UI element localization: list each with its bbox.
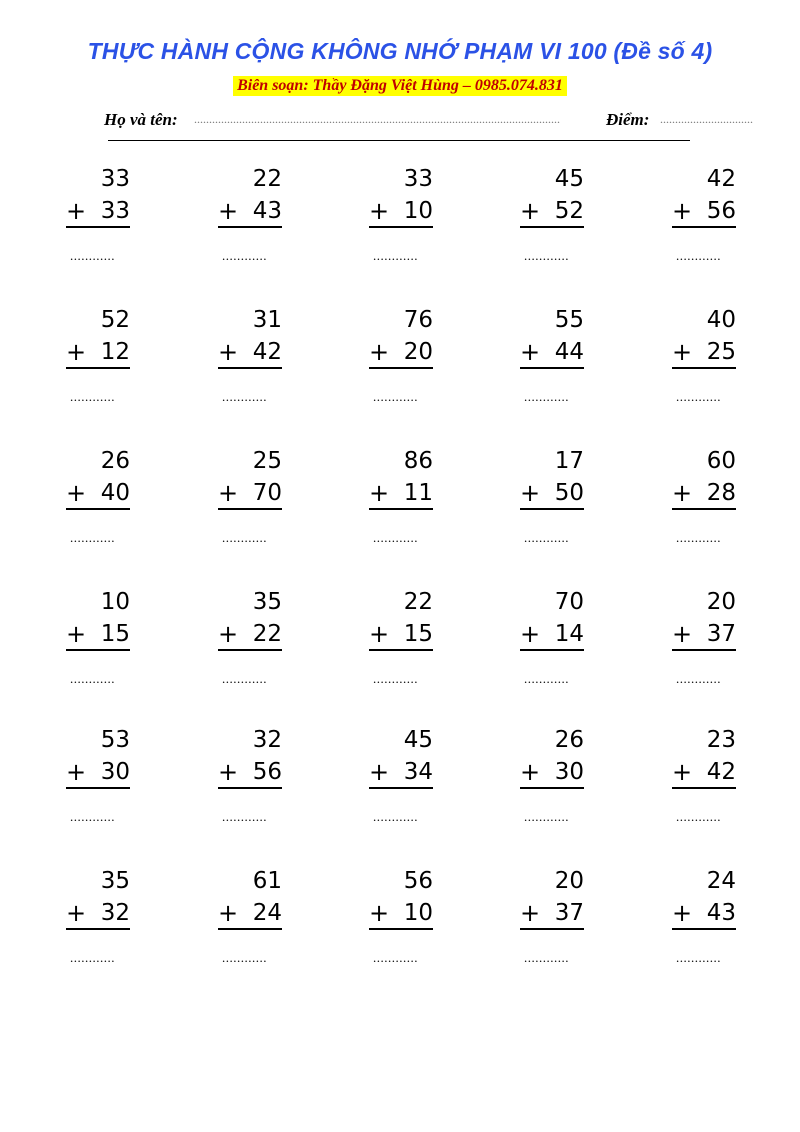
plus-sign: +	[520, 758, 541, 786]
addition-problem	[66, 166, 140, 276]
second-addend: 34	[403, 759, 433, 785]
first-addend: 23	[706, 727, 736, 753]
second-addend: 52	[554, 198, 584, 224]
addition-problem	[66, 727, 140, 837]
answer-blank[interactable]: ............	[524, 389, 569, 404]
addition-problem	[520, 448, 594, 558]
first-addend: 53	[100, 727, 130, 753]
first-addend: 40	[706, 307, 736, 333]
first-addend: 26	[554, 727, 584, 753]
first-addend: 17	[554, 448, 584, 474]
addition-problem	[66, 589, 140, 699]
answer-blank[interactable]: ............	[676, 530, 721, 545]
plus-sign: +	[672, 899, 693, 927]
second-addend: 22	[252, 621, 282, 647]
plus-sign: +	[672, 479, 693, 507]
answer-blank[interactable]: ............	[70, 809, 115, 824]
sum-rule	[672, 649, 736, 651]
sum-rule	[218, 649, 282, 651]
addition-problem	[66, 868, 140, 978]
sum-rule	[66, 367, 130, 369]
author-credit: Biên soạn: Thầy Đặng Việt Hùng – 0985.074.831	[233, 76, 567, 96]
plus-sign: +	[218, 479, 239, 507]
sum-rule	[218, 226, 282, 228]
plus-sign: +	[520, 899, 541, 927]
second-addend: 43	[252, 198, 282, 224]
answer-blank[interactable]: ............	[373, 950, 418, 965]
second-addend: 14	[554, 621, 584, 647]
sum-rule	[672, 928, 736, 930]
answer-blank[interactable]: ............	[70, 950, 115, 965]
first-addend: 33	[100, 166, 130, 192]
plus-sign: +	[66, 338, 87, 366]
plus-sign: +	[520, 479, 541, 507]
plus-sign: +	[369, 338, 390, 366]
answer-blank[interactable]: ............	[524, 809, 569, 824]
answer-blank[interactable]: ............	[676, 950, 721, 965]
first-addend: 33	[403, 166, 433, 192]
answer-blank[interactable]: ............	[70, 530, 115, 545]
sum-rule	[520, 508, 584, 510]
answer-blank[interactable]: ............	[524, 530, 569, 545]
answer-blank[interactable]: ............	[373, 809, 418, 824]
plus-sign: +	[672, 338, 693, 366]
sum-rule	[672, 508, 736, 510]
answer-blank[interactable]: ............	[222, 389, 267, 404]
addition-problem	[369, 727, 443, 837]
sum-rule	[369, 928, 433, 930]
first-addend: 45	[403, 727, 433, 753]
first-addend: 35	[252, 589, 282, 615]
name-field[interactable]: ..........................................................................................................................	[194, 112, 560, 126]
answer-blank[interactable]: ............	[524, 671, 569, 686]
addition-problem	[218, 448, 292, 558]
sum-rule	[66, 787, 130, 789]
answer-blank[interactable]: ............	[70, 671, 115, 686]
second-addend: 12	[100, 339, 130, 365]
plus-sign: +	[369, 758, 390, 786]
plus-sign: +	[520, 338, 541, 366]
plus-sign: +	[520, 197, 541, 225]
second-addend: 10	[403, 198, 433, 224]
plus-sign: +	[672, 758, 693, 786]
second-addend: 11	[403, 480, 433, 506]
plus-sign: +	[66, 479, 87, 507]
answer-blank[interactable]: ............	[373, 530, 418, 545]
plus-sign: +	[369, 899, 390, 927]
addition-problem	[369, 868, 443, 978]
second-addend: 56	[706, 198, 736, 224]
addition-problem	[520, 589, 594, 699]
first-addend: 42	[706, 166, 736, 192]
header-divider	[108, 140, 690, 141]
answer-blank[interactable]: ............	[222, 248, 267, 263]
sum-rule	[66, 649, 130, 651]
second-addend: 43	[706, 900, 736, 926]
addition-problem	[369, 307, 443, 417]
answer-blank[interactable]: ............	[222, 530, 267, 545]
addition-problem	[218, 589, 292, 699]
addition-problem	[520, 868, 594, 978]
second-addend: 33	[100, 198, 130, 224]
plus-sign: +	[218, 620, 239, 648]
answer-blank[interactable]: ............	[222, 950, 267, 965]
addition-problem	[672, 727, 746, 837]
first-addend: 26	[100, 448, 130, 474]
name-label: Họ và tên:	[104, 110, 178, 129]
addition-problem	[218, 307, 292, 417]
first-addend: 52	[100, 307, 130, 333]
sum-rule	[369, 226, 433, 228]
plus-sign: +	[672, 197, 693, 225]
answer-blank[interactable]: ............	[524, 248, 569, 263]
plus-sign: +	[369, 620, 390, 648]
addition-problem	[672, 868, 746, 978]
first-addend: 55	[554, 307, 584, 333]
first-addend: 20	[554, 868, 584, 894]
plus-sign: +	[66, 197, 87, 225]
sum-rule	[218, 787, 282, 789]
sum-rule	[218, 928, 282, 930]
second-addend: 10	[403, 900, 433, 926]
addition-problem	[218, 727, 292, 837]
sum-rule	[672, 367, 736, 369]
addition-problem	[66, 307, 140, 417]
first-addend: 31	[252, 307, 282, 333]
answer-blank[interactable]: ............	[676, 389, 721, 404]
answer-blank[interactable]: ............	[676, 671, 721, 686]
first-addend: 60	[706, 448, 736, 474]
first-addend: 61	[252, 868, 282, 894]
second-addend: 25	[706, 339, 736, 365]
plus-sign: +	[66, 620, 87, 648]
second-addend: 42	[252, 339, 282, 365]
answer-blank[interactable]: ............	[222, 809, 267, 824]
addition-problem	[218, 868, 292, 978]
sum-rule	[66, 226, 130, 228]
first-addend: 24	[706, 868, 736, 894]
first-addend: 70	[554, 589, 584, 615]
plus-sign: +	[369, 479, 390, 507]
addition-problem	[66, 448, 140, 558]
plus-sign: +	[520, 620, 541, 648]
second-addend: 40	[100, 480, 130, 506]
second-addend: 24	[252, 900, 282, 926]
plus-sign: +	[66, 899, 87, 927]
first-addend: 22	[252, 166, 282, 192]
first-addend: 10	[100, 589, 130, 615]
addition-problem	[520, 727, 594, 837]
answer-blank[interactable]: ............	[373, 248, 418, 263]
plus-sign: +	[66, 758, 87, 786]
sum-rule	[218, 367, 282, 369]
second-addend: 30	[554, 759, 584, 785]
second-addend: 56	[252, 759, 282, 785]
first-addend: 45	[554, 166, 584, 192]
addition-problem	[672, 589, 746, 699]
addition-problem	[369, 166, 443, 276]
second-addend: 28	[706, 480, 736, 506]
sum-rule	[520, 787, 584, 789]
sum-rule	[66, 928, 130, 930]
first-addend: 25	[252, 448, 282, 474]
sum-rule	[369, 649, 433, 651]
sum-rule	[218, 508, 282, 510]
plus-sign: +	[218, 338, 239, 366]
answer-blank[interactable]: ............	[524, 950, 569, 965]
answer-blank[interactable]: ............	[676, 809, 721, 824]
addition-problem	[520, 307, 594, 417]
author-line	[0, 76, 800, 96]
sum-rule	[520, 928, 584, 930]
answer-blank[interactable]: ............	[70, 248, 115, 263]
sum-rule	[520, 649, 584, 651]
score-label: Điểm:	[606, 110, 650, 129]
sum-rule	[369, 508, 433, 510]
plus-sign: +	[218, 758, 239, 786]
addition-problem	[520, 166, 594, 276]
answer-blank[interactable]: ............	[373, 671, 418, 686]
sum-rule	[66, 508, 130, 510]
addition-problem	[672, 307, 746, 417]
second-addend: 15	[403, 621, 433, 647]
sum-rule	[672, 787, 736, 789]
first-addend: 20	[706, 589, 736, 615]
second-addend: 20	[403, 339, 433, 365]
sum-rule	[520, 226, 584, 228]
sum-rule	[672, 226, 736, 228]
second-addend: 42	[706, 759, 736, 785]
first-addend: 22	[403, 589, 433, 615]
score-field[interactable]: ...............................	[660, 112, 753, 126]
second-addend: 30	[100, 759, 130, 785]
sum-rule	[520, 367, 584, 369]
second-addend: 15	[100, 621, 130, 647]
addition-problem	[218, 166, 292, 276]
addition-problem	[672, 166, 746, 276]
plus-sign: +	[369, 197, 390, 225]
worksheet-title: THỰC HÀNH CỘNG KHÔNG NHỚ PHẠM VI 100 (Đề số 4)	[87, 38, 713, 64]
answer-blank[interactable]: ............	[70, 389, 115, 404]
answer-blank[interactable]: ............	[373, 389, 418, 404]
addition-problem	[369, 589, 443, 699]
sum-rule	[369, 367, 433, 369]
sum-rule	[369, 787, 433, 789]
second-addend: 37	[554, 900, 584, 926]
second-addend: 70	[252, 480, 282, 506]
answer-blank[interactable]: ............	[676, 248, 721, 263]
second-addend: 32	[100, 900, 130, 926]
plus-sign: +	[218, 899, 239, 927]
plus-sign: +	[218, 197, 239, 225]
addition-problem	[672, 448, 746, 558]
first-addend: 35	[100, 868, 130, 894]
answer-blank[interactable]: ............	[222, 671, 267, 686]
first-addend: 76	[403, 307, 433, 333]
first-addend: 86	[403, 448, 433, 474]
first-addend: 32	[252, 727, 282, 753]
second-addend: 50	[554, 480, 584, 506]
plus-sign: +	[672, 620, 693, 648]
addition-problem	[369, 448, 443, 558]
second-addend: 44	[554, 339, 584, 365]
first-addend: 56	[403, 868, 433, 894]
second-addend: 37	[706, 621, 736, 647]
